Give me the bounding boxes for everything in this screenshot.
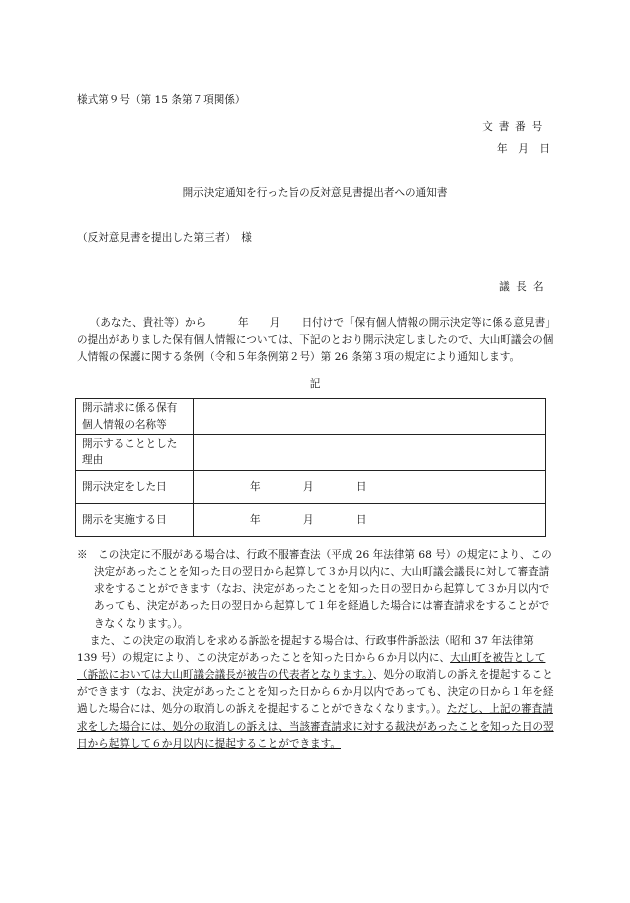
table-row <box>76 503 546 536</box>
lawsuit-defendant-underlined: 大山町を被告として（訴訟においては大山町議会議長が被告の代表者となります。） <box>77 651 546 682</box>
decision-date-text: 年 月 日 <box>250 480 367 493</box>
table-row <box>76 435 546 471</box>
appeal-note-paragraph-2 <box>77 633 554 753</box>
table-row <box>76 470 546 503</box>
lawsuit-text-a: また、この決定の取消しを求める訴訟を提起する場合は、行政事件訴訟法（昭和 37 年法律第 139 号）の規定により、この決定があったことを知った日から６か月以内に、 <box>77 634 534 664</box>
date-line: 年 月 日 <box>497 143 550 155</box>
form-number: 様式第９号（第 15 条第７項関係） <box>77 94 246 106</box>
request-info-name-label: 開示請求に係る保有個人情報の名称等 <box>76 399 194 435</box>
lawsuit-text-b: 、処分の取消しの訴えを提起することができます（なお、決定があったことを知った日から６か月以内であっても、決定の日から１年を経過した場合には、処分の取消しの訴えを提起することができなくなります。）。 <box>77 669 554 716</box>
implementation-date-label: 開示を実施する日 <box>76 503 194 536</box>
appeal-note <box>77 547 554 753</box>
info-table <box>75 398 546 537</box>
decision-date-label: 開示決定をした日 <box>76 470 194 503</box>
table-row <box>76 399 546 435</box>
ki-heading: 記 <box>309 378 321 390</box>
sender-name: 議長名 <box>499 281 550 293</box>
addressee: （反対意見書を提出した第三者） 様 <box>77 232 252 244</box>
request-info-name-value <box>194 399 546 435</box>
lawsuit-proviso-underlined: ただし、上記の審査請求をした場合には、処分の取消しの訴えは、当該審査請求に対する裁決があったことを知った日の翌日から起算して６か月以内に提起することができます。 <box>77 703 554 750</box>
notice-body: （あなた、貴社等）から 年 月 日付けで「保有個人情報の開示決定等に係る意見書」の提出がありました保有個人情報については、下記のとおり開示決定しましたので、大山町議会の個人情報の保護に関する条例（令和５年条例第２号）第 26 条第３項の規定により通知します。 <box>77 317 554 363</box>
decision-date-value <box>194 470 546 503</box>
disclosure-reason-label: 開示することとした理由 <box>76 435 194 471</box>
appeal-note-paragraph-1: ※ この決定に不服がある場合は、行政不服審査法（平成 26 年法律第 68 号）の規定により、この決定があったことを知った日の翌日から起算して３か月以内に、大山町議会議長に対して審査請求をすることができます（なお、決定があったことを知った日の翌日から起算して３か月以内であっても、決定があった日の翌日から起算して１年を経過した場合には審査請求をすることができなくなります。）。 <box>77 549 552 630</box>
implementation-date-value <box>194 503 546 536</box>
implementation-date-text: 年 月 日 <box>250 513 367 526</box>
disclosure-reason-value <box>194 435 546 471</box>
document-number-label: 文書番号 <box>482 121 548 133</box>
document-title: 開示決定通知を行った旨の反対意見書提出者への通知書 <box>182 187 448 199</box>
